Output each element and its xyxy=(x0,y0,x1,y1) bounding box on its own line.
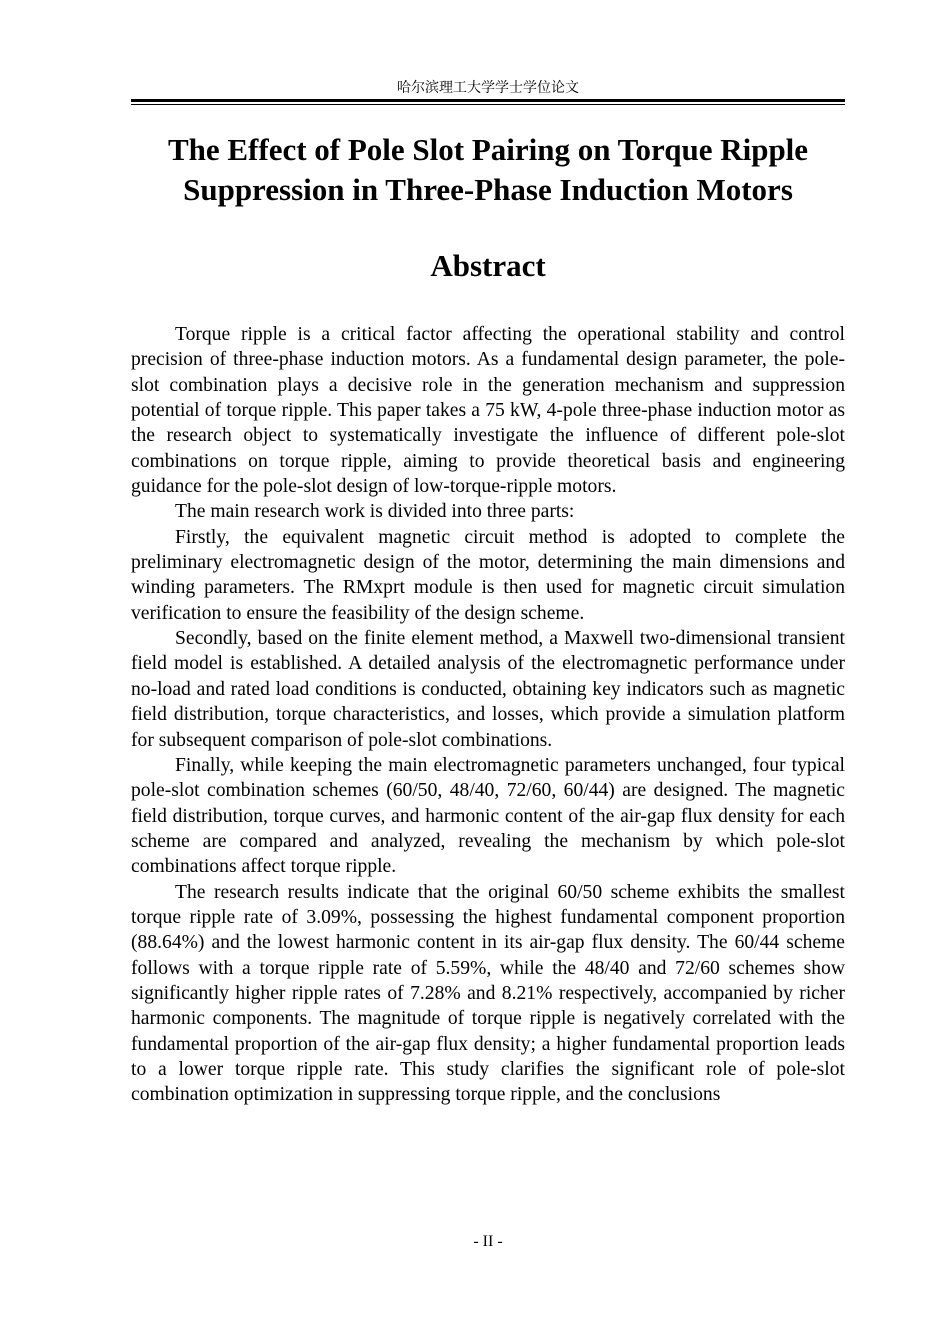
header-rule-thick xyxy=(131,99,845,102)
abstract-paragraph: Finally, while keeping the main electromagnetic parameters unchanged, four typical pole-slot combination schemes (60/50, 48/40, 72/60, 60/44) are designed. The magnetic field distribution, torque curves, and harmonic content of the air-gap flux density for each scheme are compared and analyzed, revealing the mechanism by which pole-slot combinations affect torque ripple. xyxy=(131,754,845,878)
abstract-paragraph: Firstly, the equivalent magnetic circuit method is adopted to complete the preliminary electromagnetic design of the motor, determining the main dimensions and winding parameters. The RMxprt module is then used for magnetic circuit simulation verification to ensure the feasibility of the design scheme. xyxy=(131,526,845,624)
title-line-1: The Effect of Pole Slot Pairing on Torque Ripple xyxy=(167,132,809,167)
paper-title xyxy=(110,130,866,210)
abstract-paragraph: The research results indicate that the original 60/50 scheme exhibits the smallest torque ripple rate of 3.09%, possessing the highest fundamental component proportion (88.64%) and the lowest harmonic content in its air-gap flux density. The 60/44 scheme follows with a torque ripple rate of 5.59%, while the 48/40 and 72/60 schemes show significantly higher ripple rates of 7.28% and 8.21% respectively, accompanied by richer harmonic components. The magnitude of torque ripple is negatively correlated with the fundamental proportion of the air-gap flux density; a higher fundamental proportion leads to a lower torque ripple rate. This study clarifies the significant role of pole-slot combination optimization in suppressing torque ripple, and the conclusions xyxy=(131,881,845,1106)
header-rule-thin xyxy=(131,104,845,105)
abstract-body xyxy=(131,322,845,1108)
abstract-paragraph: The main research work is divided into three parts: xyxy=(175,501,575,523)
abstract-heading: Abstract xyxy=(430,248,546,283)
running-header: 哈尔滨理工大学学士学位论文 xyxy=(397,80,579,96)
page-number: - II - xyxy=(473,1233,503,1250)
title-line-2: Suppression in Three-Phase Induction Motors xyxy=(183,172,793,207)
abstract-paragraph: Secondly, based on the finite element method, a Maxwell two-dimensional transient field model is established. A detailed analysis of the electromagnetic performance under no-load and rated load conditions is conducted, obtaining key indicators such as magnetic field distribution, torque characteristics, and losses, which provide a simulation platform for subsequent comparison of pole-slot combinations. xyxy=(131,628,845,751)
abstract-paragraph: Torque ripple is a critical factor affecting the operational stability and control precision of three-phase induction motors. As a fundamental design parameter, the pole-slot combination plays a decisive role in the generation mechanism and suppression potential of torque ripple. This paper takes a 75 kW, 4-pole three-phase induction motor as the research object to systematically investigate the influence of different pole-slot combinations on torque ripple, aiming to provide theoretical basis and engineering guidance for the pole-slot design of low-torque-ripple motors. xyxy=(131,324,845,498)
